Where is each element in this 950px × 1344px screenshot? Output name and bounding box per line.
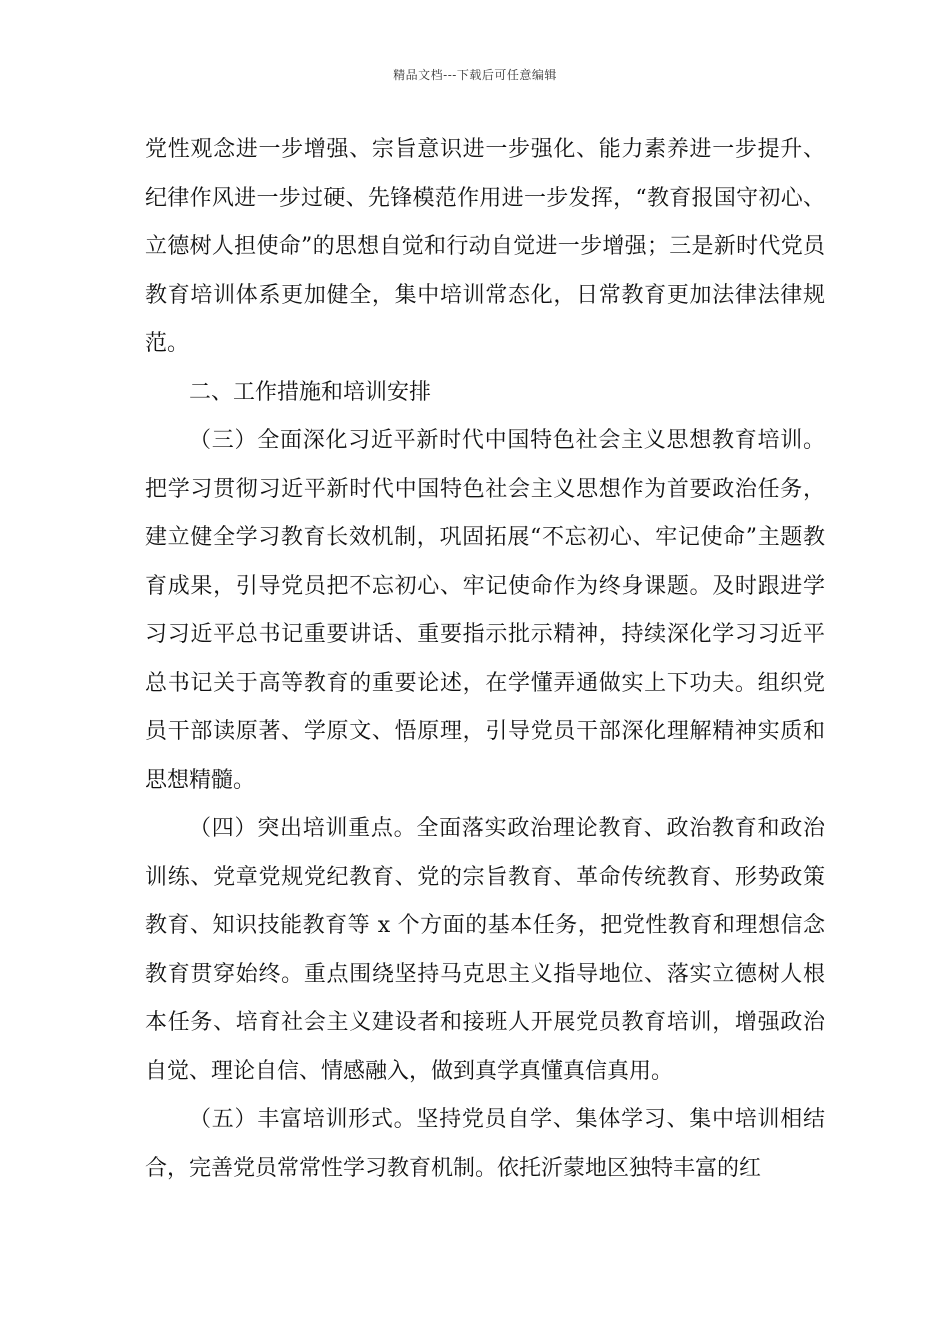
page-header: 精品文档---下载后可任意编辑 <box>393 68 557 82</box>
paragraph-continuation: 党性观念进一步增强、宗旨意识进一步强化、能力素养进一步提升、纪律作风进一步过硬、先锋模范作用进一步发挥，“教育报国守初心、立德树人担使命”的思想自觉和行动自觉进一步增强；三是新时代党员教育培训体系更加健全，集中培训常态化，日常教育更加法律法律规范。 <box>145 137 825 356</box>
paragraph-item-4: （四）突出培训重点。全面落实政治理论教育、政治教育和政治训练、党章党规党纪教育、党的宗旨教育、革命传统教育、形势政策教育、知识技能教育等 x 个方面的基本任务，把党性教育和理想信念教育贯穿始终。重点围绕坚持马克思主义指导地位、落实立德树人根本任务、培育社会主义建设者和接班人开展党员教育培训，增强政治自觉、理论自信、情感融入，做到真学真懂真信真用。 <box>145 816 825 1084</box>
paragraph-item-5: （五）丰富培训形式。坚持党员自学、集体学习、集中培训相结合，完善党员常常性学习教育机制。依托沂蒙地区独特丰富的红 <box>145 1107 825 1181</box>
section-heading: 二、工作措施和培训安排 <box>189 379 432 405</box>
document-body <box>145 126 825 1193</box>
paragraph-item-3: （三）全面深化习近平新时代中国特色社会主义思想教育培训。把学习贯彻习近平新时代中国特色社会主义思想作为首要政治任务，建立健全学习教育长效机制，巩固拓展“不忘初心、牢记使命”主题教育成果，引导党员把不忘初心、牢记使命作为终身课题。及时跟进学习习近平总书记重要讲话、重要指示批示精神，持续深化学习习近平总书记关于高等教育的重要论述，在学懂弄通做实上下功夫。组织党员干部读原著、学原文、悟原理，引导党员干部深化理解精神实质和思想精髓。 <box>145 428 825 793</box>
